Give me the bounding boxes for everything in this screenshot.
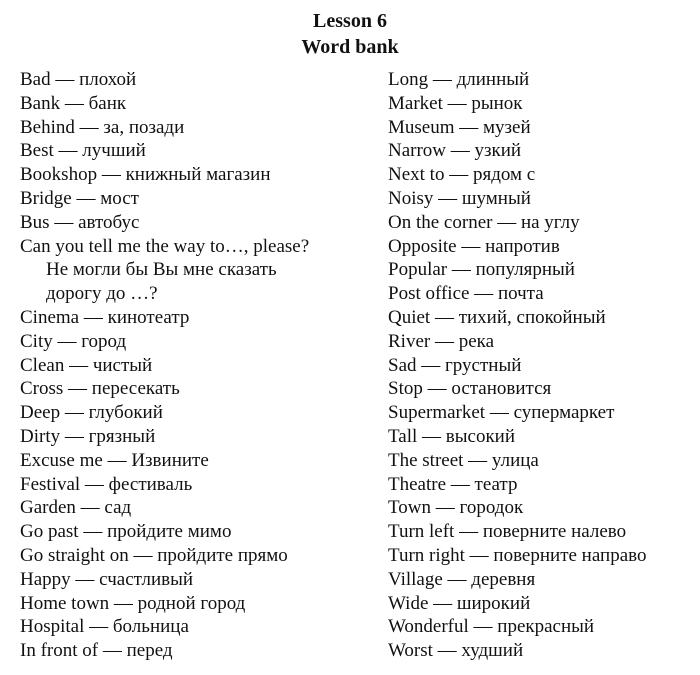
- word-entry: Deep — глубокий: [20, 402, 163, 424]
- word-entry: Bank — банк: [20, 92, 127, 114]
- word-entry: Museum — музей: [388, 116, 531, 138]
- word-entry: Festival — фестиваль: [20, 473, 193, 495]
- word-entry: Home town — родной город: [20, 592, 246, 614]
- word-entry: Dirty — грязный: [20, 425, 156, 447]
- word-entry: Supermarket — супермаркет: [388, 402, 615, 424]
- word-entry: Popular — популярный: [388, 259, 575, 281]
- word-entry: Town — городок: [388, 497, 524, 519]
- word-entry: Turn left — поверните налево: [388, 521, 627, 543]
- word-entry: Hospital — больница: [20, 616, 189, 638]
- word-entry: Excuse me — Извините: [20, 449, 209, 471]
- word-entry: Long — длинный: [388, 69, 530, 90]
- word-entry: Wide — широкий: [388, 592, 531, 614]
- word-entry: Bus — автобус: [20, 211, 140, 233]
- word-entry: Cinema — кинотеатр: [20, 306, 190, 328]
- word-entry: Quiet — тихий, спокойный: [388, 306, 606, 328]
- word-entry: Go past — пройдите мимо: [20, 521, 232, 543]
- word-entry: Best — лучший: [20, 140, 146, 162]
- word-entry: Noisy — шумный: [388, 187, 531, 209]
- word-entry: Post office — почта: [388, 283, 544, 305]
- word-entry-translation-line: Не могли бы Вы мне сказать: [46, 259, 277, 281]
- word-entry: Cross — пересекать: [20, 378, 180, 400]
- word-entry: The street — улица: [388, 449, 539, 471]
- word-entry: Next to — рядом с: [388, 164, 536, 186]
- word-entry: Opposite — напротив: [388, 235, 560, 257]
- word-entry: Tall — высокий: [388, 425, 516, 447]
- word-entry: Bookshop — книжный магазин: [20, 164, 271, 186]
- word-entry: In front of — перед: [20, 640, 173, 662]
- word-entry: Village — деревня: [388, 568, 536, 590]
- word-entry-translation-line: дорогу до …?: [46, 283, 158, 305]
- word-entry: Bad — плохой: [20, 69, 137, 90]
- word-entry: Bridge — мост: [20, 187, 139, 209]
- word-entry: Garden — сад: [20, 497, 132, 519]
- word-entry: Clean — чистый: [20, 354, 153, 376]
- word-entry: Stop — остановится: [388, 378, 552, 400]
- word-entry: On the corner — на углу: [388, 211, 580, 233]
- word-entry: Wonderful — прекрасный: [388, 616, 595, 638]
- word-entry: River — река: [388, 330, 495, 352]
- word-entry: Worst — худший: [388, 640, 524, 662]
- word-entry: Market — рынок: [388, 92, 523, 114]
- right-word-list: [388, 68, 700, 663]
- lesson-title: Lesson 6: [313, 10, 387, 32]
- word-entry: Turn right — поверните направо: [388, 544, 647, 566]
- word-entry: City — город: [20, 330, 127, 352]
- word-entry: Sad — грустный: [388, 354, 522, 376]
- word-bank-heading: Word bank: [301, 36, 399, 58]
- word-entry: Behind — за, позади: [20, 116, 185, 138]
- left-word-list: [20, 68, 380, 663]
- word-entry: Can you tell me the way to…, please?: [20, 235, 310, 257]
- word-entry: Theatre — театр: [388, 473, 518, 495]
- word-entry: Happy — счастливый: [20, 568, 194, 590]
- word-entry: Go straight on — пройдите прямо: [20, 544, 288, 566]
- word-entry: Narrow — узкий: [388, 140, 522, 162]
